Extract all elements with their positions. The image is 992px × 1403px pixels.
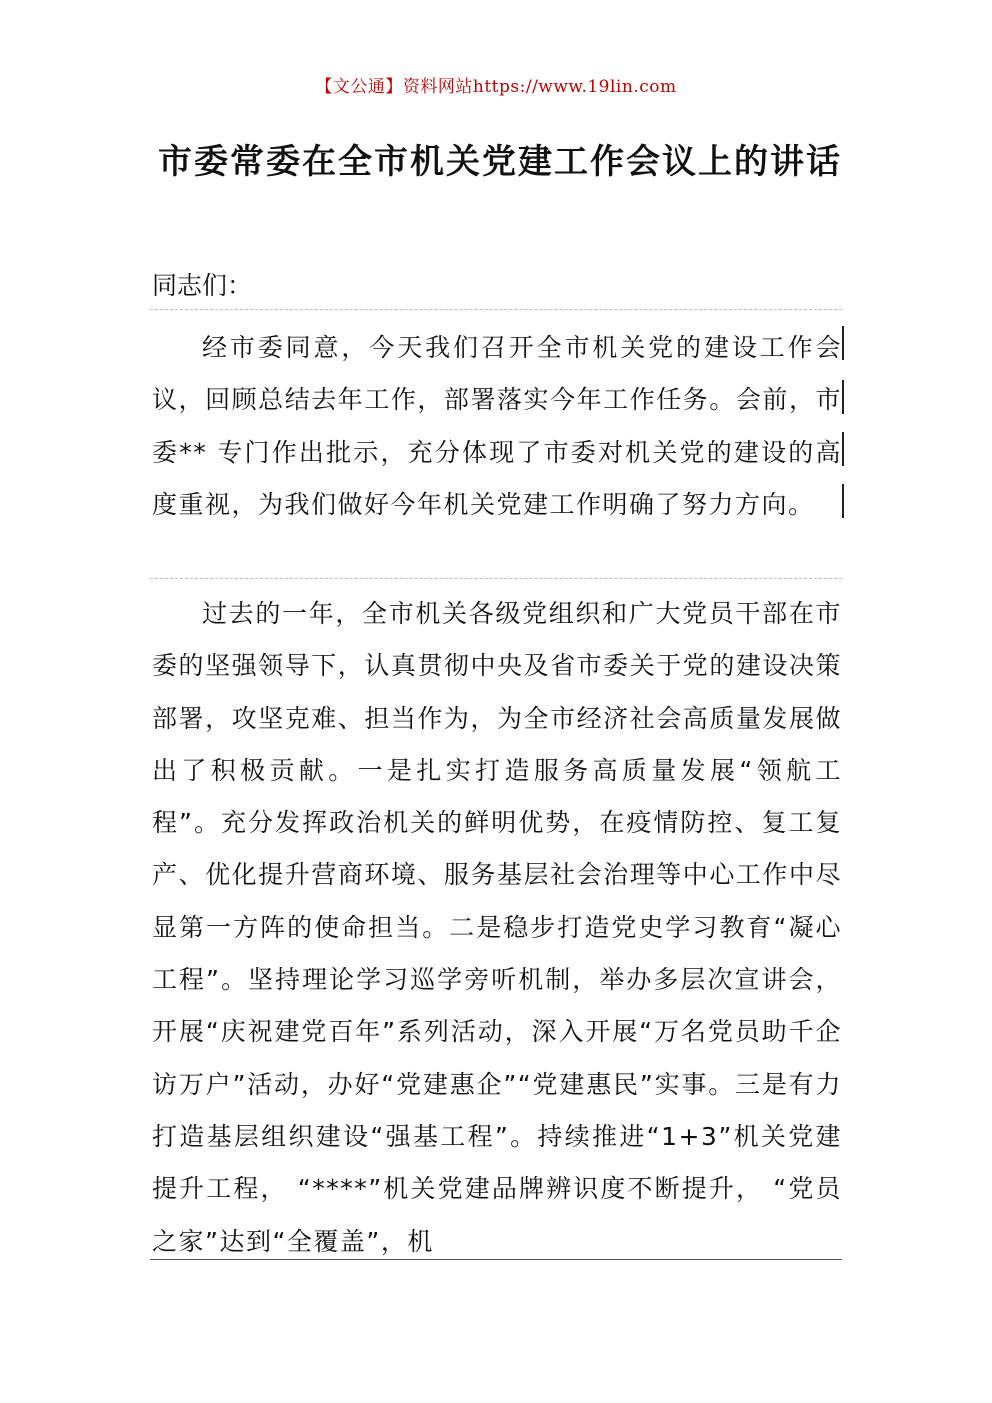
document-title: 市委常委在全市机关党建工作会议上的讲话: [158, 142, 842, 182]
paragraph-divider: [150, 578, 842, 579]
site-header-link[interactable]: 【文公通】资料网站https://www.19lin.com: [315, 77, 677, 97]
page-bottom-rule: [150, 1259, 842, 1260]
paragraph-divider: [150, 309, 842, 310]
margin-bar: [842, 380, 844, 414]
body-paragraph-2: 过去的一年，全市机关各级党组织和广大党员干部在市委的坚强领导下，认真贯彻中央及省市委关于党的建设决策部署，攻坚克难、担当作为，为全市经济社会高质量发展做出了积极贡献。一是扎实打造服务高质量发展“领航工程”。充分发挥政治机关的鲜明优势，在疫情防控、复工复产、优化提升营商环境、服务基层社会治理等中心工作中尽显第一方阵的使命担当。二是稳步打造党史学习教育“凝心工程”。坚持理论学习巡学旁听机制，举办多层次宣讲会，开展“庆祝建党百年”系列活动，深入开展“万名党员助千企访万户”活动，办好“党建惠企”“党建惠民”实事。三是有力打造基层组织建设“强基工程”。持续推进“1+3”机关党建提升工程， “****”机关党建品牌辨识度不断提升， “党员之家”达到“全覆盖”，机: [152, 599, 842, 1256]
body-paragraph-1: 经市委同意，今天我们召开全市机关党的建设工作会议，回顾总结去年工作，部署落实今年工作任务。会前，市委** 专门作出批示，充分体现了市委对机关党的建设的高度重视，为我们做好今年机关党建工作明确了努力方向。: [152, 333, 842, 519]
margin-bar: [842, 326, 844, 360]
margin-bar: [842, 432, 844, 466]
salutation: 同志们：: [152, 271, 253, 300]
margin-bar: [842, 484, 844, 518]
